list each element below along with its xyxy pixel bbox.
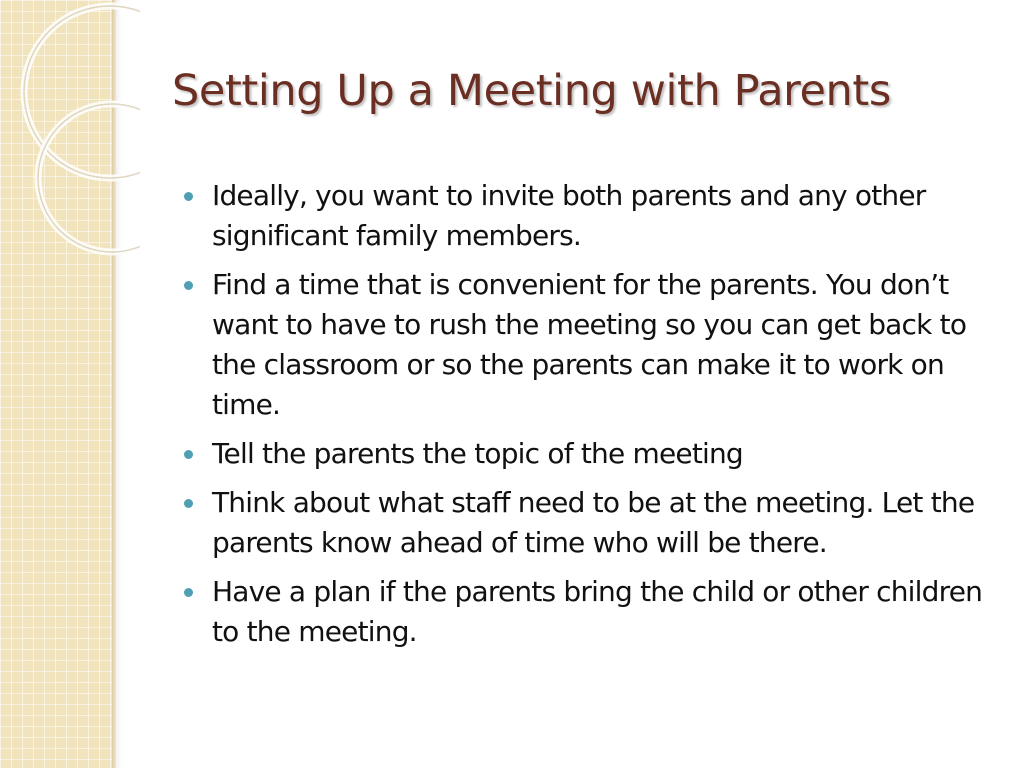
decorative-rings — [0, 0, 140, 260]
bullet-text: Think about what staff need to be at the meeting. Let the parents know ahead of time who will be there. — [212, 486, 975, 559]
bullet-marker-icon — [184, 499, 193, 508]
slide-title: Setting Up a Meeting with Parents — [172, 66, 891, 116]
bullet-item — [184, 572, 984, 652]
bullet-list — [184, 176, 984, 661]
bullet-marker-icon — [184, 281, 193, 290]
bullet-marker-icon — [184, 450, 193, 459]
rings-graphic — [0, 0, 140, 260]
bullet-marker-icon — [184, 192, 193, 201]
bullet-text: Have a plan if the parents bring the child or other children to the meeting. — [212, 575, 983, 648]
bullet-text: Ideally, you want to invite both parents and any other significant family members. — [212, 179, 926, 252]
bullet-text: Tell the parents the topic of the meeting — [212, 437, 743, 470]
bullet-item — [184, 483, 984, 563]
bullet-text: Find a time that is convenient for the parents. You don’t want to have to rush the meeting so you can get back to the classroom or so the parents can make it to work on time. — [212, 268, 967, 421]
bullet-marker-icon — [184, 588, 193, 597]
bullet-item — [184, 265, 984, 425]
bullet-item — [184, 434, 984, 474]
bullet-item — [184, 176, 984, 256]
